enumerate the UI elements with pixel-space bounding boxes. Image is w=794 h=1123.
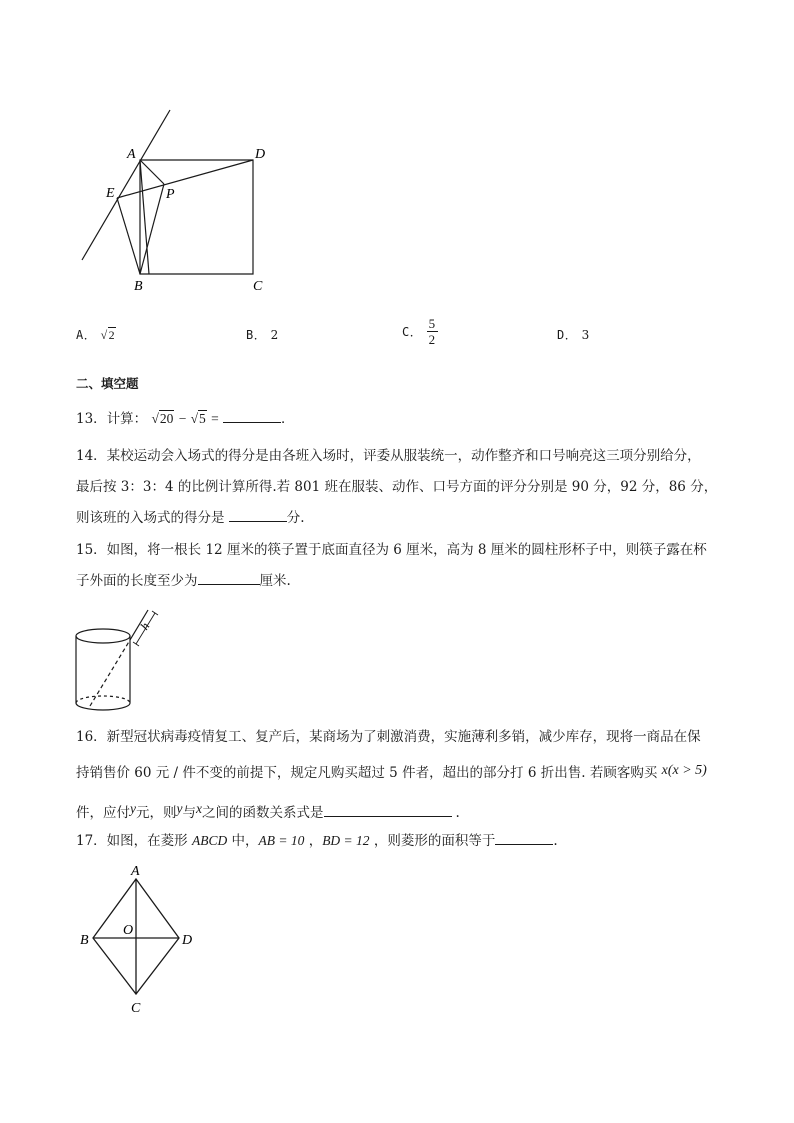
label-c: C <box>253 279 263 294</box>
rhombus-label-c: C <box>131 1001 141 1016</box>
q13-equals: = <box>211 411 219 426</box>
rhombus-label-b: B <box>80 933 89 948</box>
choice-d-label: D． <box>557 328 578 342</box>
choice-a[interactable] <box>76 326 116 343</box>
question-16-line-1: 16．新型冠状病毒疫情复工、复产后，某商场为了刺激消费，实施薄利多销，减少库存，现将一商品在保 <box>76 729 701 745</box>
label-a: A <box>127 147 136 162</box>
q16-line3-a: 件，应付 <box>76 805 130 821</box>
q16-answer-blank[interactable] <box>324 800 452 817</box>
q16-line3-c: 与 <box>182 805 196 821</box>
q14-answer-blank[interactable] <box>229 505 287 522</box>
q17-shape: ABCD <box>191 833 228 848</box>
question-15-line-2 <box>76 566 291 596</box>
q17-bd: BD = 12 <box>322 833 370 848</box>
chopstick-inside <box>90 640 130 706</box>
choice-c-denominator: 2 <box>428 332 436 347</box>
q16-condition: x(x > 5) <box>661 763 707 778</box>
dimension-tick-1 <box>152 611 158 615</box>
choice-c-fraction <box>427 316 438 347</box>
segment-eb <box>117 198 140 274</box>
cylinder-figure <box>70 600 180 715</box>
q14-line3-suffix: 分. <box>286 510 305 526</box>
q13-sqrt-2: √5 <box>190 411 206 426</box>
choice-a-label: A． <box>76 328 97 342</box>
question-16-line-2 <box>76 756 707 788</box>
q15-line2-suffix: 厘米. <box>259 573 291 589</box>
line-through-a <box>82 110 170 260</box>
q15-answer-blank[interactable] <box>198 568 260 585</box>
choice-d[interactable] <box>557 326 590 343</box>
segment-pb <box>140 184 164 274</box>
dimension-tick-2 <box>133 642 139 646</box>
choice-c[interactable] <box>402 316 438 347</box>
question-16-line-3 <box>76 794 460 828</box>
q16-line3-b: 元，则 <box>136 805 177 821</box>
question-15-line-1: 15．如图，将一根长 12 厘米的筷子置于底面直径为 6 厘米，高为 8 厘米的圆柱形杯子中，则筷子露在杯 <box>76 542 707 558</box>
choice-c-label: C． <box>402 325 423 339</box>
q16-var-x: x <box>196 801 202 816</box>
section-title: 二、填空题 <box>76 376 139 391</box>
label-d: D <box>255 147 266 162</box>
q17-mid1: 中， <box>231 833 259 849</box>
question-14-line-2: 最后按 3：3：4 的比例计算所得.若 801 班在服装、动作、口号方面的评分分别是 90 分，92 分，86 分， <box>76 479 718 495</box>
q13-answer-blank[interactable] <box>223 406 281 423</box>
choice-b[interactable] <box>246 326 279 343</box>
question-14-line-1: 14．某校运动会入场式的得分是由各班入场时，评委从服装统一，动作整齐和口号响亮这三项分别给分， <box>76 448 701 464</box>
q17-ab: AB = 10 <box>258 833 305 848</box>
q13-end: ． <box>281 411 295 427</box>
q13-sqrt-1: √20 <box>151 411 174 426</box>
q13-prefix: 计算： <box>106 411 148 427</box>
segment-ap <box>140 160 164 184</box>
q13-minus: − <box>178 411 187 426</box>
label-e: E <box>106 186 115 201</box>
rhombus-label-d: D <box>182 933 193 948</box>
choice-c-numerator: 5 <box>428 316 436 331</box>
q16-line2-prefix: 持销售价 60 元 / 件不变的前提下，规定凡购买超过 5 件者，超出的部分打 6 折出售. 若顾客购买 <box>76 765 658 781</box>
q17-prefix: 17．如图，在菱形 <box>76 833 188 849</box>
cylinder-bottom-front <box>76 703 130 710</box>
q16-line3-end: . <box>455 805 460 821</box>
q17-mid2: ，则菱形的面积等于 <box>373 833 496 849</box>
rhombus-label-a: A <box>131 864 140 879</box>
rhombus-figure <box>76 860 206 1020</box>
q16-line3-d: 之间的函数关系式是 <box>202 805 324 821</box>
q16-var-y: y <box>130 801 136 816</box>
question-17 <box>76 826 558 856</box>
choice-a-value: √2 <box>100 328 116 342</box>
q14-line3-prefix: 则该班的入场式的得分是 <box>76 510 225 526</box>
q15-line2-prefix: 子外面的长度至少为 <box>76 573 198 589</box>
chopstick-label-h: h <box>137 619 153 633</box>
cylinder-bottom-back <box>76 696 130 703</box>
q13-number: 13． <box>76 411 107 427</box>
choice-d-value: 3 <box>581 328 590 342</box>
choice-b-label: B． <box>246 328 267 342</box>
cylinder-top <box>76 629 130 643</box>
q17-sep: ， <box>308 833 323 849</box>
q17-end: . <box>553 833 558 849</box>
question-14-line-3 <box>76 503 305 533</box>
label-b: B <box>134 279 143 294</box>
label-p: P <box>166 187 175 202</box>
rhombus-label-o: O <box>123 923 134 938</box>
q17-answer-blank[interactable] <box>495 828 553 845</box>
question-13 <box>76 404 295 434</box>
q16-var-y-2: y <box>176 801 183 816</box>
choice-b-value: 2 <box>270 328 279 342</box>
square-figure <box>70 100 290 300</box>
